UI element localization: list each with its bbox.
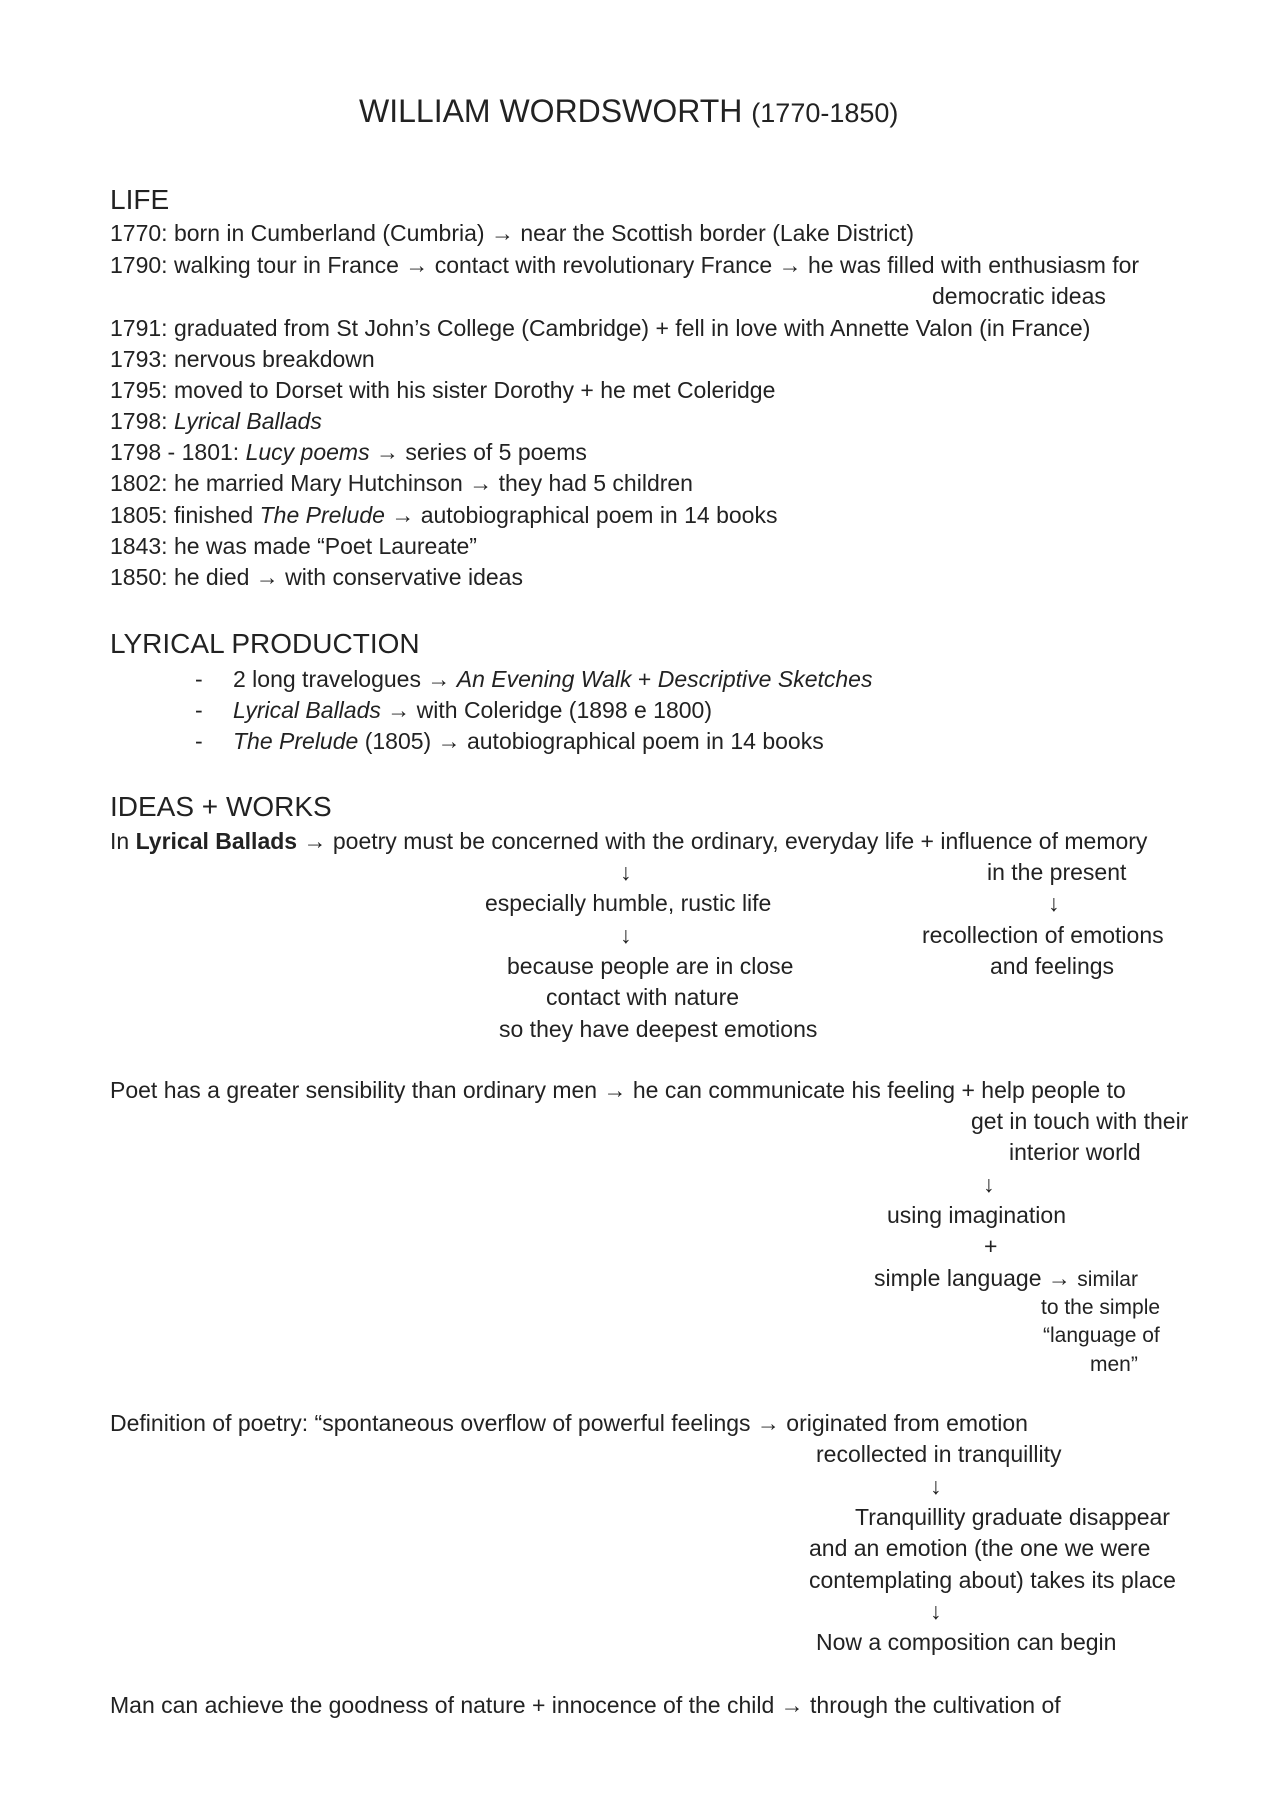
page-title	[359, 91, 898, 133]
poet-sensibility-line: Poet has a greater sensibility than ordinary men → he can communicate his feeling + help people to	[110, 1077, 1126, 1103]
bullet-dash: -	[195, 666, 203, 692]
life-line-1802: 1802: he married Mary Hutchinson → they had 5 children	[110, 470, 693, 496]
lyrical-item-descriptive-sketches: Descriptive Sketches	[657, 666, 873, 692]
life-line-1791: 1791: graduated from St John’s College (Cambridge) + fell in love with Annette Valon (in France)	[110, 315, 1091, 341]
lyrical-item-plus: +	[631, 666, 658, 692]
life-line-1798-1801-desc: → series of 5 poems	[369, 439, 587, 465]
life-line-1770: 1770: born in Cumberland (Cumbria) → near the Scottish border (Lake District)	[110, 220, 915, 246]
life-line-1798-title: Lyrical Ballads	[173, 408, 322, 434]
life-line-1798-1801	[110, 437, 587, 467]
life-line-1790-cont: democratic ideas	[932, 283, 1106, 309]
life-line-1805-title: The Prelude	[259, 502, 385, 528]
down-arrow: ↓	[620, 859, 632, 885]
branch-close-contact: because people are in close	[507, 953, 794, 979]
branch-humble-life: especially humble, rustic life	[485, 890, 772, 916]
life-line-1798-1801-years: 1798 - 1801:	[110, 439, 246, 465]
definition-tranquillity: recollected in tranquillity	[816, 1441, 1062, 1467]
branch-feelings: and feelings	[990, 953, 1115, 979]
branch-recollection: recollection of emotions	[922, 922, 1164, 948]
down-arrow: ↓	[620, 922, 632, 948]
branch-in-present: in the present	[987, 859, 1127, 885]
ideas-line-prefix: In	[110, 828, 136, 854]
definition-composition: Now a composition can begin	[816, 1629, 1117, 1655]
ideas-line-title: Lyrical Ballads	[135, 828, 298, 854]
poet-plus: +	[984, 1233, 998, 1259]
life-line-1805-year: 1805: finished	[110, 502, 260, 528]
poet-imagination: using imagination	[887, 1202, 1067, 1228]
ideas-lyrical-ballads-line	[110, 826, 1147, 856]
life-line-1850: 1850: he died → with conservative ideas	[110, 564, 523, 590]
ideas-heading: IDEAS + WORKS	[110, 791, 332, 822]
lyrical-item-evening-walk: An Evening Walk	[456, 666, 632, 692]
bullet-dash: -	[195, 728, 203, 754]
definition-place: contemplating about) takes its place	[809, 1567, 1176, 1593]
down-arrow: ↓	[1048, 890, 1060, 916]
poet-language-of: “language of	[1043, 1324, 1160, 1347]
title-years: (1770-1850)	[751, 98, 899, 128]
goodness-line: Man can achieve the goodness of nature + innocence of the child → through the cultivation of	[110, 1692, 1061, 1718]
life-heading: LIFE	[110, 184, 170, 215]
life-line-1798-year: 1798:	[110, 408, 174, 434]
lyrical-item-ballads-title: Lyrical Ballads	[233, 697, 381, 723]
poet-touch: get in touch with their	[971, 1108, 1189, 1134]
lyrical-item-travelogues	[233, 664, 872, 694]
bullet-dash: -	[195, 697, 203, 723]
life-line-1798	[110, 406, 322, 436]
poetry-definition-line: Definition of poetry: “spontaneous overflow of powerful feelings → originated from emotion	[110, 1410, 1028, 1436]
life-line-1795: 1795: moved to Dorset with his sister Dorothy + he met Coleridge	[110, 377, 776, 403]
lyrical-item-prelude-title: The Prelude	[233, 728, 359, 754]
lyrical-item-ballads-desc: → with Coleridge (1898 e 1800)	[380, 697, 713, 723]
branch-contact-nature: contact with nature	[546, 984, 740, 1010]
poet-simple: to the simple	[1041, 1296, 1161, 1319]
lyrical-item-prelude	[233, 726, 824, 756]
down-arrow: ↓	[930, 1473, 942, 1499]
life-line-1805-desc: → autobiographical poem in 14 books	[384, 502, 778, 528]
title-name: WILLIAM WORDSWORTH	[359, 93, 743, 129]
down-arrow: ↓	[930, 1598, 942, 1624]
definition-emotion: and an emotion (the one we were	[809, 1535, 1151, 1561]
lyrical-item-prelude-desc: (1805) → autobiographical poem in 14 books	[358, 728, 824, 754]
down-arrow: ↓	[983, 1171, 995, 1197]
life-line-1843: 1843: he was made “Poet Laureate”	[110, 533, 477, 559]
branch-deepest-emotions: so they have deepest emotions	[499, 1016, 818, 1042]
poet-similar: similar	[1077, 1268, 1138, 1291]
life-line-1805	[110, 500, 777, 530]
poet-men: men”	[1090, 1353, 1138, 1376]
lyrical-item-travelogues-text: 2 long travelogues →	[233, 666, 457, 692]
poet-simple-language-text: simple language →	[874, 1265, 1078, 1291]
life-line-1790: 1790: walking tour in France → contact with revolutionary France → he was filled with enthusiasm for	[110, 252, 1140, 278]
definition-disappear: Tranquillity graduate disappear	[855, 1504, 1170, 1530]
lyrical-heading: LYRICAL PRODUCTION	[110, 628, 420, 659]
life-line-1798-1801-title: Lucy poems	[245, 439, 370, 465]
poet-interior-world: interior world	[1009, 1139, 1141, 1165]
life-line-1793: 1793: nervous breakdown	[110, 346, 375, 372]
poet-simple-language	[874, 1263, 1138, 1295]
ideas-line-text: → poetry must be concerned with the ordinary, everyday life + influence of memory	[297, 828, 1148, 854]
lyrical-item-ballads	[233, 695, 712, 725]
